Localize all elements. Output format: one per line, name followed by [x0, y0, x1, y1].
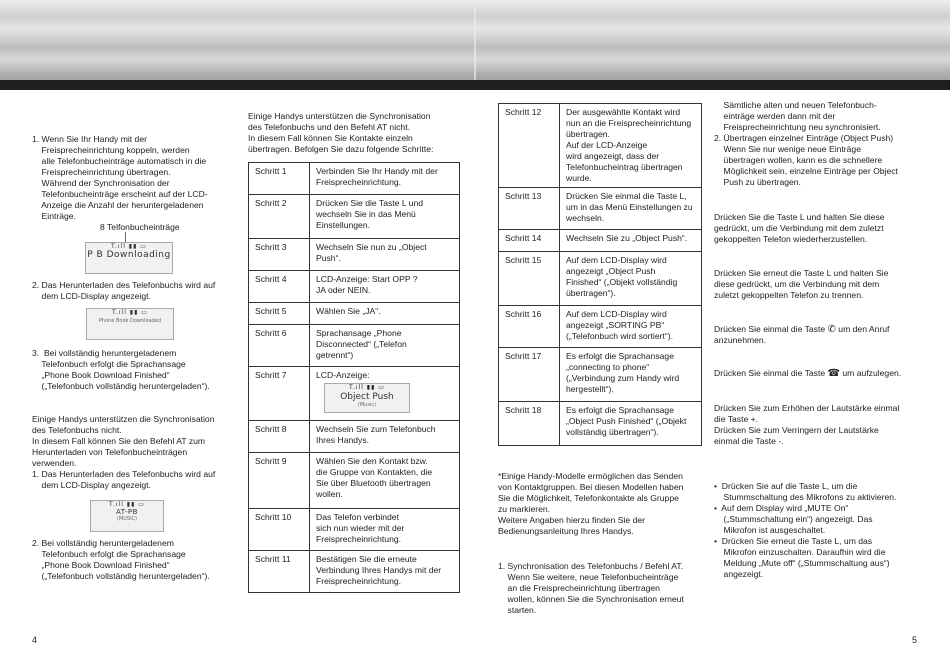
table-row — [499, 188, 702, 230]
table-row — [499, 104, 702, 188]
col3-note: *Einige Handy-Modelle ermöglichen das Senden von Kontaktgruppen. Bei diesen Modellen haben Sie die Möglichkeit, Telefonkontakte als Gruppe zu markieren. Weitere Angaben hierzu finden Sie der Bedienungsanleitung Ihres Handys. — [498, 471, 684, 536]
step-label: Schritt 12 — [499, 104, 560, 188]
lcd-at-pb — [90, 500, 164, 532]
lcd-subtext: (Music) — [357, 402, 377, 408]
step-label: Schritt 4 — [249, 271, 310, 303]
step-text: Wechseln Sie zum Telefonbuch Ihres Handys. — [310, 421, 460, 453]
step-text: Wechseln Sie nun zu „Object Push“. — [310, 239, 460, 271]
header-banner — [0, 0, 950, 90]
signal-bars-icon: T.ıll ▮▮ ▭ — [349, 384, 385, 391]
table-row — [249, 239, 460, 271]
step-text: Der ausgewählte Kontakt wird nun an die Freisprecheinrichtung übertragen. Auf der LCD-Anzeige wird angezeigt, dass der Telefonbucheintrag übertragen wurde. — [560, 104, 702, 188]
step-text: Bestätigen Sie die erneute Verbindung Ihres Handys mit der Freisprecheinrichtung. — [310, 551, 460, 593]
hangup-text-a: Drücken Sie einmal die Taste — [714, 368, 828, 378]
col1-caption: 8 Telfonbucheinträge — [100, 222, 180, 232]
col1-para-5: 2. Bei vollständig heruntergeladenem Telefonbuch erfolgt die Sprachansage „Phone Book Download Finished“ („Telefonbuch vollständig heruntergeladen“). — [32, 538, 210, 581]
steps-table-1 — [248, 162, 460, 593]
caption-pointer — [125, 232, 126, 242]
step-text: Wählen Sie den Kontakt bzw. die Gruppe von Kontakten, die Sie über Bluetooth übertragen wollen. — [310, 453, 460, 509]
col4-bullets: • Drücken Sie auf die Taste L, um die Stummschaltung des Mikrofons zu aktivieren. • Auf dem Display wird „MUTE On“ („Stummschaltung ein“) angezeigt. Das Mikrofon ist ausgeschaltet. • Drücken Sie erneut die Taste L, um das Mikrofon einzuschalten. Daraufhin wird die Meldung „Mute off“ („Stummschaltung aus“) angezeigt. — [714, 481, 897, 579]
answer-text-b: um den Anruf anzunehmen. — [714, 324, 890, 346]
step-label: Schritt 10 — [249, 509, 310, 551]
table-row — [249, 195, 460, 239]
step-text: Es erfolgt die Sprachansage „connecting to phone“ („Verbindung zum Handy wird hergestellt“). — [560, 348, 702, 402]
lcd-text: AT-PB — [116, 508, 138, 516]
table-row — [249, 421, 460, 453]
hang-up-icon: ☎ — [827, 368, 840, 380]
step-label: Schritt 9 — [249, 453, 310, 509]
step-label: Schritt 17 — [499, 348, 560, 402]
step-label: Schritt 14 — [499, 230, 560, 252]
answer-text-a: Drücken Sie einmal die Taste — [714, 324, 828, 334]
table-row — [249, 303, 460, 325]
step-label: Schritt 15 — [499, 252, 560, 306]
col3-sync: 1. Synchronisation des Telefonbuchs / Befehl AT. Wenn Sie weitere, neue Telefonbucheinträge an die Freisprecheinrichtung übertragen wollen, können Sie die Synchronisation erneut starten. — [498, 561, 684, 615]
signal-bars-icon: T.ıll ▮▮ ▭ — [109, 501, 145, 508]
step-text: Das Telefon verbindet sich nun wieder mit der Freisprecheinrichtung. — [310, 509, 460, 551]
table-row — [499, 402, 702, 446]
table-row — [249, 325, 460, 367]
col1-para-1: 1. Wenn Sie Ihr Handy mit der Freisprecheinrichtung koppeln, werden alle Telefonbucheinträge automatisch in die Freisprecheinrichtung übertragen. Während der Synchronisation der Telefonbucheinträge erscheint auf der LCD- Anzeige die Anzahl der heruntergeladenen Einträge. — [32, 134, 208, 221]
step-label: Schritt 1 — [249, 163, 310, 195]
table-row — [249, 163, 460, 195]
step-label: Schritt 3 — [249, 239, 310, 271]
step-text: Es erfolgt die Sprachansage „Object Push Finished“ („Objekt vollständig übertragen“). — [560, 402, 702, 446]
signal-bars-icon: T.ıll ▮▮ ▭ — [111, 243, 147, 250]
step-text-cell — [310, 367, 460, 421]
col4-para-6: Drücken Sie zum Erhöhen der Lautstärke einmal die Taste +. Drücken Sie zum Verringern der Lautstärke einmal die Taste -. — [714, 403, 900, 446]
step-text: Auf dem LCD-Display wird angezeigt „Object Push Finished“ („Objekt vollständig übertragen“). — [560, 252, 702, 306]
lcd-downloading — [85, 242, 173, 274]
step-label: Schritt 13 — [499, 188, 560, 230]
step-text: Drücken Sie einmal die Taste L, um in das Menü Einstellungen zu wechseln. — [560, 188, 702, 230]
col4-para-4 — [714, 324, 889, 346]
step-text: LCD-Anzeige: — [316, 370, 370, 380]
signal-bars-icon: T.ıll ▮▮ ▭ — [112, 309, 148, 316]
lcd-subtext: (MUSIC) — [116, 516, 137, 522]
step-text: Auf dem LCD-Display wird angezeigt „SORTING PB“ („Telefonbuch wird sortiert“). — [560, 306, 702, 348]
step-label: Schritt 11 — [249, 551, 310, 593]
table-row — [499, 230, 702, 252]
step-label: Schritt 7 — [249, 367, 310, 421]
step-text: Verbinden Sie Ihr Handy mit der Freisprecheinrichtung. — [310, 163, 460, 195]
table-row — [499, 252, 702, 306]
step-label: Schritt 16 — [499, 306, 560, 348]
step-text: Wählen Sie „JA“. — [310, 303, 460, 325]
step-label: Schritt 6 — [249, 325, 310, 367]
step-text: Drücken Sie die Taste L und wechseln Sie in das Menü Einstellungen. — [310, 195, 460, 239]
col2-intro: Einige Handys unterstützen die Synchronisation des Telefonbuchs und den Befehl AT nicht. In diesem Fall können Sie Kontakte einzeln übertragen. Befolgen Sie dazu folgende Schritte: — [248, 111, 434, 154]
col1-para-4: Einige Handys unterstützen die Synchronisation des Telefonbuchs nicht. In diesem Fall können Sie den Befehl AT zum Herunterladen von Telefonbucheinträgen verwenden. 1. Das Herunterladen des Telefonbuchs wird auf dem LCD-Display angezeigt. — [32, 414, 216, 490]
table-row — [499, 348, 702, 402]
table-row — [249, 453, 460, 509]
table-row — [499, 306, 702, 348]
table-row — [249, 367, 460, 421]
lcd-text: Object Push — [340, 392, 394, 402]
step-label: Schritt 18 — [499, 402, 560, 446]
steps-table-2 — [498, 103, 702, 446]
table-row — [249, 509, 460, 551]
step-text: Sprachansage „Phone Disconnected“ („Telefon getrennt“) — [310, 325, 460, 367]
page-number-left: 4 — [32, 635, 38, 645]
lcd-text: P B Downloading — [87, 250, 171, 260]
lcd-downloaded — [86, 308, 174, 340]
step-text: Wechseln Sie zu „Object Push“. — [560, 230, 702, 252]
banner-divider — [474, 0, 476, 80]
col4-para-5 — [714, 368, 901, 379]
col1-para-2: 2. Das Herunterladen des Telefonbuchs wird auf dem LCD-Display angezeigt. — [32, 280, 216, 301]
col4-para-2: Drücken Sie die Taste L und halten Sie diese gedrückt, um die Verbindung mit dem zuletzt gekoppelten Telefon wiederherzustellen. — [714, 212, 885, 244]
col4-para-1: Sämtliche alten und neuen Telefonbuch- einträge werden dann mit der Freisprecheinrichtung neu synchronisiert. 2. Übertragen einzelner Einträge (Object Push) Wenn Sie nur wenige neue Einträge übertragen wollen, kann es die schnellere Möglichkeit sein, einzelne Einträge per Object Push zu übertragen. — [714, 100, 898, 187]
step-text: LCD-Anzeige: Start OPP ? JA oder NEIN. — [310, 271, 460, 303]
lcd-object-push — [324, 383, 410, 413]
step-label: Schritt 2 — [249, 195, 310, 239]
answer-call-icon: ✆ — [827, 324, 836, 336]
step-label: Schritt 5 — [249, 303, 310, 325]
col1-para-3: 3. Bei vollständig heruntergeladenem Telefonbuch erfolgt die Sprachansage „Phone Book Download Finished“ („Telefonbuch vollständig heruntergeladen“). — [32, 348, 210, 391]
table-row — [249, 551, 460, 593]
col4-para-3: Drücken Sie erneut die Taste L und halten Sie diese gedrückt, um die Verbindung mit dem zuletzt gekoppelten Telefon zu trennen. — [714, 268, 889, 300]
step-label: Schritt 8 — [249, 421, 310, 453]
table-row — [249, 271, 460, 303]
hangup-text-b: um aufzulegen. — [840, 368, 902, 378]
lcd-text: Phone Book Downloaded — [98, 318, 162, 324]
page-number-right: 5 — [912, 635, 918, 645]
